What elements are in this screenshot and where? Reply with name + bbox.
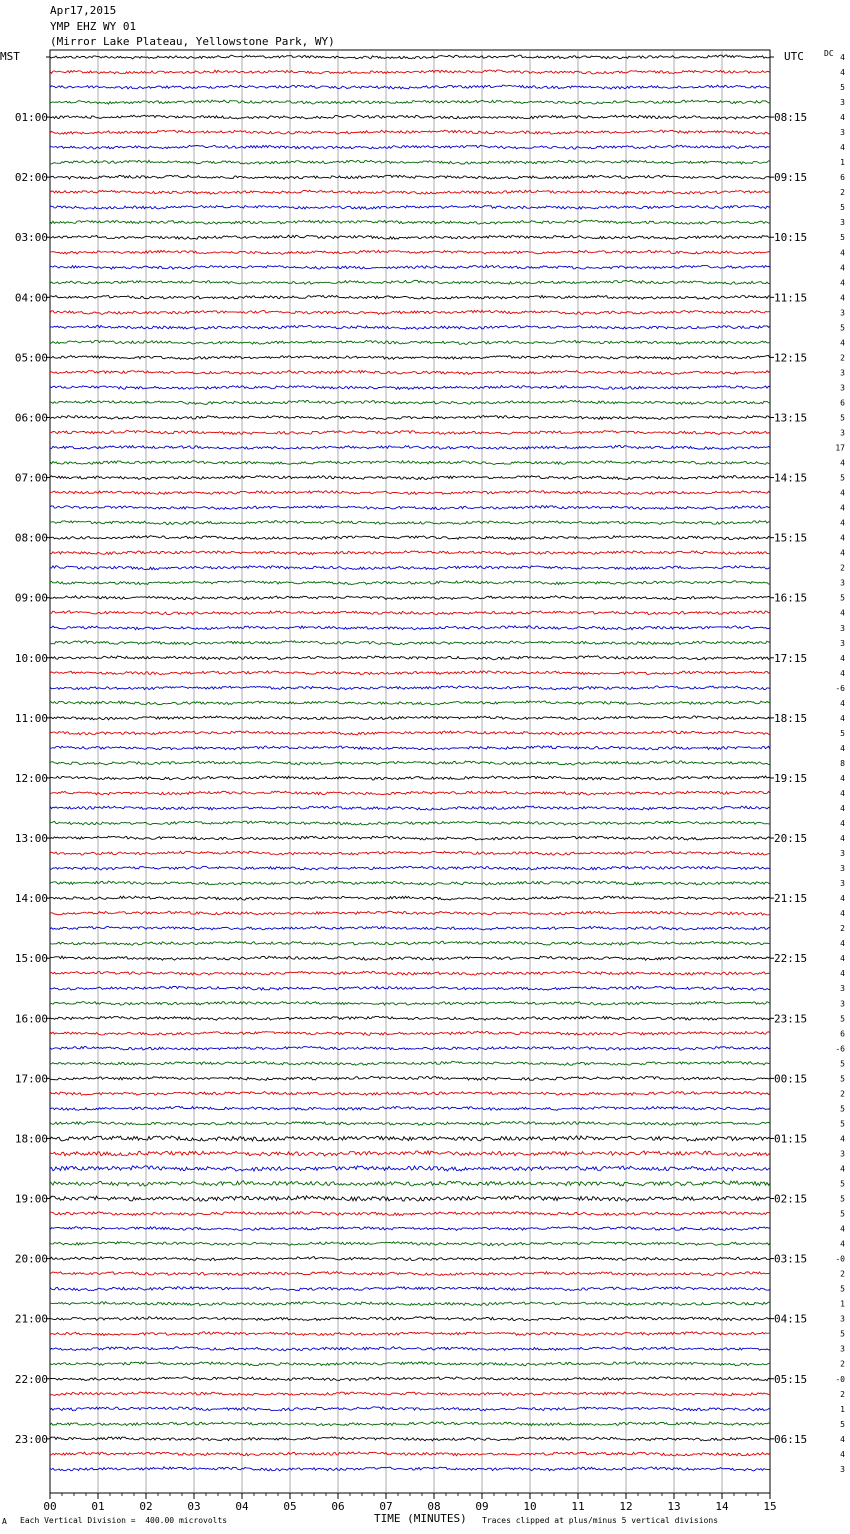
right-hour-label: 06:15 — [774, 1432, 808, 1446]
trace-line — [50, 295, 770, 299]
trace-line — [50, 866, 770, 870]
trace-line — [50, 250, 770, 254]
dc-offset-label: 2 — [840, 353, 845, 363]
trace-line — [50, 641, 770, 645]
trace-line — [50, 506, 770, 510]
dc-offset-label: 2 — [840, 1269, 845, 1279]
left-hour-label: 02:00 — [14, 171, 48, 185]
x-tick-label: 08 — [427, 1500, 441, 1513]
trace-line — [50, 190, 770, 194]
trace-line — [50, 551, 770, 555]
clip-note: Traces clipped at plus/minus 5 vertical divisions — [482, 1516, 719, 1525]
left-hour-label: 17:00 — [14, 1072, 48, 1086]
right-hour-label: 23:15 — [774, 1012, 808, 1026]
right-hour-label: 00:15 — [774, 1072, 808, 1086]
trace-line — [50, 85, 770, 89]
dc-offset-label: 5 — [840, 1194, 845, 1204]
left-hour-label: 20:00 — [14, 1252, 48, 1266]
trace-line — [50, 701, 770, 705]
trace-line — [50, 1227, 770, 1231]
dc-offset-label: 6 — [840, 398, 845, 408]
x-tick-label: 15 — [763, 1500, 777, 1513]
dc-offset-label: 3 — [840, 1344, 845, 1354]
right-hour-label: 20:15 — [774, 832, 808, 846]
trace-line — [50, 431, 770, 435]
dc-offset-label: 4 — [840, 1224, 845, 1234]
trace-line — [50, 521, 770, 525]
dc-offset-label: 4 — [840, 293, 845, 303]
x-tick-label: 07 — [379, 1500, 393, 1513]
dc-offset-label: -0 — [835, 1374, 845, 1384]
trace-line — [50, 55, 770, 59]
trace-line — [50, 310, 770, 314]
dc-offset-label: 3 — [840, 1314, 845, 1324]
dc-offset-label: 4 — [840, 668, 845, 678]
dc-offset-label: 5 — [840, 1284, 845, 1294]
dc-offset-label: 4 — [840, 698, 845, 708]
trace-line — [50, 761, 770, 765]
x-tick-label: 04 — [235, 1500, 249, 1513]
trace-line — [50, 941, 770, 945]
trace-line — [50, 896, 770, 900]
trace-line — [50, 851, 770, 855]
dc-offset-label: 4 — [840, 488, 845, 498]
trace-line — [50, 325, 770, 329]
left-hour-label: 08:00 — [14, 531, 48, 545]
dc-offset-label: 2 — [840, 1359, 845, 1369]
trace-line — [50, 1212, 770, 1216]
dc-offset-label: 3 — [840, 428, 845, 438]
corner-mark: A — [2, 1517, 7, 1526]
dc-offset-label: 4 — [840, 909, 845, 919]
scale-note: Each Vertical Division = 400.00 microvolts — [20, 1516, 228, 1525]
trace-line — [50, 1242, 770, 1246]
right-hour-label: 15:15 — [774, 531, 808, 545]
trace-line — [50, 1061, 770, 1065]
dc-offset-label: -6 — [835, 683, 845, 693]
dc-offset-label: 5 — [840, 323, 845, 333]
dc-offset-label: 5 — [840, 1074, 845, 1084]
dc-offset-label: 3 — [840, 368, 845, 378]
right-hour-label: 13:15 — [774, 411, 808, 425]
right-hour-label: 19:15 — [774, 771, 808, 785]
trace-line — [50, 1317, 770, 1321]
trace-line — [50, 731, 770, 735]
trace-line — [50, 491, 770, 495]
left-hour-label: 06:00 — [14, 411, 48, 425]
dc-offset-label: 4 — [840, 1164, 845, 1174]
right-hour-label: 10:15 — [774, 231, 808, 245]
dc-offset-label: 4 — [840, 653, 845, 663]
trace-line — [50, 581, 770, 585]
trace-line — [50, 1181, 770, 1186]
trace-line — [50, 265, 770, 269]
dc-offset-label: 3 — [840, 1149, 845, 1159]
left-hour-label: 18:00 — [14, 1132, 48, 1146]
trace-line — [50, 175, 770, 179]
x-tick-label: 03 — [187, 1500, 201, 1513]
trace-line — [50, 1332, 770, 1336]
trace-line — [50, 791, 770, 795]
dc-offset-label: 3 — [840, 864, 845, 874]
right-hour-label: 05:15 — [774, 1372, 808, 1386]
left-hour-label: 09:00 — [14, 591, 48, 605]
dc-offset-label: 3 — [840, 999, 845, 1009]
dc-offset-label: 4 — [840, 143, 845, 153]
dc-offset-label: 4 — [840, 1239, 845, 1249]
dc-offset-label: 8 — [840, 758, 845, 768]
trace-line — [50, 1196, 770, 1201]
trace-line — [50, 1377, 770, 1381]
trace-line — [50, 1106, 770, 1110]
trace-line — [50, 806, 770, 810]
dc-offset-label: 4 — [840, 834, 845, 844]
dc-offset-label: 4 — [840, 819, 845, 829]
dc-offset-label: 2 — [840, 924, 845, 934]
trace-line — [50, 1166, 770, 1171]
trace-line — [50, 235, 770, 239]
dc-offset-label: 5 — [840, 1104, 845, 1114]
left-hour-label: 15:00 — [14, 952, 48, 966]
trace-line — [50, 1302, 770, 1306]
dc-offset-label: 4 — [840, 743, 845, 753]
dc-offset-label: 5 — [840, 83, 845, 93]
trace-line — [50, 446, 770, 450]
header-location: (Mirror Lake Plateau, Yellowstone Park, WY) — [50, 35, 335, 48]
x-tick-label: 10 — [523, 1500, 537, 1513]
left-hour-label: 01:00 — [14, 111, 48, 125]
dc-offset-label: 3 — [840, 984, 845, 994]
right-hour-label: 12:15 — [774, 351, 808, 365]
right-hour-label: 09:15 — [774, 171, 808, 185]
trace-line — [50, 671, 770, 675]
dc-offset-label: 2 — [840, 563, 845, 573]
left-hour-label: 21:00 — [14, 1312, 48, 1326]
right-hour-label: 02:15 — [774, 1192, 808, 1206]
trace-line — [50, 1287, 770, 1291]
trace-line — [50, 70, 770, 74]
trace-line — [50, 1076, 770, 1080]
trace-line — [50, 145, 770, 149]
trace-line — [50, 1422, 770, 1426]
dc-offset-label: 17 — [835, 443, 845, 453]
trace-line — [50, 716, 770, 720]
dc-offset-label: 4 — [840, 1449, 845, 1459]
dc-offset-label: 5 — [840, 413, 845, 423]
dc-offset-label: 3 — [840, 218, 845, 228]
dc-label: DC — [824, 49, 834, 58]
right-hour-label: 17:15 — [774, 651, 808, 665]
dc-offset-label: 2 — [840, 1089, 845, 1099]
x-tick-label: 09 — [475, 1500, 489, 1513]
x-tick-label: 13 — [667, 1500, 681, 1513]
trace-line — [50, 881, 770, 885]
trace-line — [50, 115, 770, 119]
trace-line — [50, 386, 770, 390]
dc-offset-label: 2 — [840, 188, 845, 198]
header-station: YMP EHZ WY 01 — [50, 20, 137, 33]
trace-line — [50, 656, 770, 660]
trace-line — [50, 1272, 770, 1276]
dc-offset-label: -0 — [835, 1254, 845, 1264]
dc-offset-label: 4 — [840, 458, 845, 468]
dc-offset-label: 4 — [840, 68, 845, 78]
right-hour-label: 01:15 — [774, 1132, 808, 1146]
left-hour-label: 04:00 — [14, 291, 48, 305]
dc-offset-label: 3 — [840, 623, 845, 633]
dc-offset-label: 4 — [840, 804, 845, 813]
dc-offset-label: 5 — [840, 1014, 845, 1024]
left-hour-label: 22:00 — [14, 1372, 48, 1386]
left-hour-label: 23:00 — [14, 1432, 48, 1446]
left-hour-label: 05:00 — [14, 351, 48, 365]
x-tick-label: 01 — [91, 1500, 105, 1513]
dc-offset-label: 3 — [840, 128, 845, 138]
trace-line — [50, 1437, 770, 1441]
trace-line — [50, 356, 770, 360]
right-hour-label: 03:15 — [774, 1252, 808, 1266]
trace-line — [50, 340, 770, 344]
dc-offset-label: 4 — [840, 1134, 845, 1144]
dc-offset-label: 4 — [840, 278, 845, 288]
trace-line — [50, 400, 770, 404]
trace-line — [50, 220, 770, 224]
trace-line — [50, 1467, 770, 1471]
trace-line — [50, 1452, 770, 1456]
trace-line — [50, 1046, 770, 1050]
dc-offset-label: 1 — [840, 1299, 845, 1309]
dc-offset-label: 4 — [840, 518, 845, 528]
trace-line — [50, 1016, 770, 1020]
dc-offset-label: 1 — [840, 1404, 845, 1414]
dc-offset-label: 1 — [840, 158, 845, 168]
trace-line — [50, 611, 770, 615]
trace-line — [50, 205, 770, 209]
left-hour-label: 03:00 — [14, 231, 48, 245]
trace-line — [50, 971, 770, 975]
trace-line — [50, 1136, 770, 1141]
dc-offset-label: 4 — [840, 713, 845, 723]
x-tick-label: 14 — [715, 1500, 729, 1513]
dc-offset-label: 5 — [840, 1059, 845, 1069]
dc-offset-label: 5 — [840, 728, 845, 738]
trace-line — [50, 686, 770, 690]
trace-line — [50, 476, 770, 480]
dc-offset-label: 4 — [840, 969, 845, 979]
left-hour-label: 16:00 — [14, 1012, 48, 1026]
dc-offset-label: 4 — [840, 939, 845, 949]
left-hour-label: 07:00 — [14, 471, 48, 485]
trace-line — [50, 926, 770, 930]
dc-offset-label: 5 — [840, 1419, 845, 1429]
dc-offset-label: 4 — [840, 533, 845, 543]
dc-offset-label: 6 — [840, 173, 845, 183]
trace-line — [50, 626, 770, 630]
left-axis-title: MST — [0, 50, 20, 63]
dc-offset-label: 4 — [840, 503, 845, 513]
dc-offset-label: 6 — [840, 1029, 845, 1039]
dc-offset-label: 3 — [840, 98, 845, 108]
trace-line — [50, 1151, 770, 1156]
right-hour-label: 18:15 — [774, 711, 808, 725]
dc-offset-label: 4 — [840, 248, 845, 258]
trace-line — [50, 1407, 770, 1411]
dc-offset-label: 4 — [840, 1434, 845, 1444]
trace-line — [50, 1257, 770, 1261]
left-hour-label: 14:00 — [14, 892, 48, 906]
trace-line — [50, 596, 770, 600]
trace-line — [50, 986, 770, 990]
right-hour-label: 22:15 — [774, 952, 808, 966]
trace-line — [50, 1031, 770, 1035]
dc-offset-label: 5 — [840, 203, 845, 213]
trace-line — [50, 130, 770, 134]
left-hour-label: 13:00 — [14, 832, 48, 846]
dc-offset-label: 5 — [840, 473, 845, 483]
trace-line — [50, 100, 770, 104]
trace-line — [50, 1121, 770, 1125]
dc-offset-label: 4 — [840, 954, 845, 964]
dc-offset-label: 4 — [840, 263, 845, 273]
left-hour-label: 10:00 — [14, 651, 48, 665]
dc-offset-label: 5 — [840, 233, 845, 243]
right-hour-label: 21:15 — [774, 892, 808, 906]
trace-line — [50, 821, 770, 825]
dc-offset-label: 2 — [840, 1389, 845, 1399]
dc-offset-label: 4 — [840, 788, 845, 798]
dc-offset-label: 5 — [840, 1329, 845, 1339]
trace-line — [50, 746, 770, 750]
trace-line — [50, 536, 770, 540]
dc-offset-label: 4 — [840, 894, 845, 904]
dc-offset-label: 3 — [840, 879, 845, 889]
trace-line — [50, 956, 770, 960]
dc-offset-label: 4 — [840, 53, 845, 62]
x-tick-label: 00 — [43, 1500, 57, 1513]
left-hour-label: 12:00 — [14, 771, 48, 785]
dc-offset-label: 5 — [840, 593, 845, 603]
right-hour-label: 11:15 — [774, 291, 808, 305]
dc-offset-label: 4 — [840, 548, 845, 558]
right-hour-label: 16:15 — [774, 591, 808, 605]
dc-offset-label: 3 — [840, 849, 845, 859]
x-tick-label: 06 — [331, 1500, 345, 1513]
dc-offset-label: 4 — [840, 773, 845, 783]
x-tick-label: 11 — [571, 1500, 585, 1513]
trace-line — [50, 1347, 770, 1351]
left-hour-label: 19:00 — [14, 1192, 48, 1206]
dc-offset-label: 4 — [840, 338, 845, 348]
dc-offset-label: 5 — [840, 1179, 845, 1189]
trace-line — [50, 416, 770, 420]
trace-line — [50, 1001, 770, 1005]
trace-line — [50, 370, 770, 374]
dc-offset-label: 3 — [840, 638, 845, 648]
trace-line — [50, 1092, 770, 1096]
x-tick-label: 12 — [619, 1500, 633, 1513]
dc-offset-label: 4 — [840, 113, 845, 123]
trace-line — [50, 776, 770, 780]
dc-offset-label: 3 — [840, 578, 845, 588]
trace-line — [50, 1362, 770, 1366]
right-hour-label: 14:15 — [774, 471, 808, 485]
trace-line — [50, 160, 770, 164]
dc-offset-label: 5 — [840, 1209, 845, 1219]
trace-line — [50, 461, 770, 465]
dc-offset-label: 4 — [840, 608, 845, 618]
x-tick-label: 02 — [139, 1500, 153, 1513]
dc-offset-label: 3 — [840, 1464, 845, 1474]
dc-offset-label: 3 — [840, 308, 845, 318]
x-tick-label: 05 — [283, 1500, 297, 1513]
left-hour-label: 11:00 — [14, 711, 48, 725]
header-date: Apr17,2015 — [50, 4, 117, 17]
trace-line — [50, 911, 770, 915]
right-hour-label: 08:15 — [774, 111, 808, 125]
right-axis-title: UTC — [784, 50, 804, 63]
trace-line — [50, 836, 770, 840]
trace-line — [50, 280, 770, 284]
right-hour-label: 04:15 — [774, 1312, 808, 1326]
dc-offset-label: 3 — [840, 383, 845, 393]
trace-line — [50, 566, 770, 570]
trace-line — [50, 1392, 770, 1396]
dc-offset-label: -6 — [835, 1044, 845, 1054]
dc-offset-label: 5 — [840, 1119, 845, 1129]
x-axis-title: TIME (MINUTES) — [374, 1512, 467, 1525]
